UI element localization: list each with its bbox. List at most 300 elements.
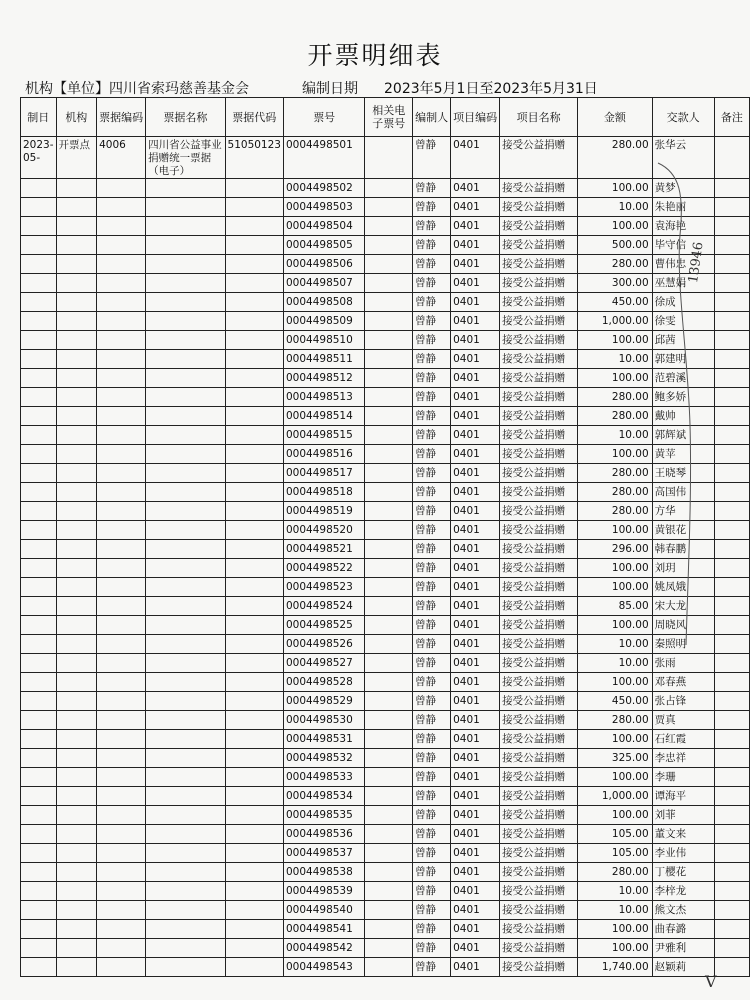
cell-payer: 高国伟 <box>652 483 714 502</box>
table-row <box>21 312 750 331</box>
cell-empty <box>146 217 225 236</box>
cell-amount: 100.00 <box>578 730 652 749</box>
cell-project-name: 接受公益捐赠 <box>500 540 578 559</box>
cell-e-ticket <box>365 692 413 711</box>
cell-project-name: 接受公益捐赠 <box>500 369 578 388</box>
cell-e-ticket <box>365 787 413 806</box>
cell-project-name: 接受公益捐赠 <box>500 882 578 901</box>
cell-empty <box>56 901 97 920</box>
cell-empty <box>21 901 57 920</box>
cell-ticket-no: 0004498541 <box>283 920 364 939</box>
cell-project-name: 接受公益捐赠 <box>500 274 578 293</box>
cell-preparer: 曾静 <box>413 635 451 654</box>
cell-empty <box>146 673 225 692</box>
cell-preparer: 曾静 <box>413 901 451 920</box>
cell-e-ticket <box>365 825 413 844</box>
date-range: 2023年5月1日至2023年5月31日 <box>384 81 598 97</box>
cell-empty <box>56 844 97 863</box>
cell-empty <box>56 920 97 939</box>
cell-empty <box>56 483 97 502</box>
cell-project-name: 接受公益捐赠 <box>500 331 578 350</box>
cell-empty <box>225 863 283 882</box>
cell-empty <box>97 654 146 673</box>
cell-empty <box>97 502 146 521</box>
cell-amount: 105.00 <box>578 825 652 844</box>
cell-empty <box>225 635 283 654</box>
cell-e-ticket <box>365 464 413 483</box>
cell-e-ticket <box>365 806 413 825</box>
cell-empty <box>146 350 225 369</box>
cell-ticket-no: 0004498525 <box>283 616 364 635</box>
cell-amount: 100.00 <box>578 939 652 958</box>
cell-date: 2023-05- <box>21 137 57 179</box>
cell-empty <box>56 749 97 768</box>
cell-e-ticket <box>365 920 413 939</box>
cell-amount: 100.00 <box>578 578 652 597</box>
cell-project-name: 接受公益捐赠 <box>500 350 578 369</box>
cell-amount: 10.00 <box>578 901 652 920</box>
cell-empty <box>21 540 57 559</box>
cell-empty <box>97 749 146 768</box>
cell-project-name: 接受公益捐赠 <box>500 806 578 825</box>
cell-empty <box>56 882 97 901</box>
cell-ticket-no: 0004498530 <box>283 711 364 730</box>
column-header: 备注 <box>714 98 749 137</box>
cell-amount: 450.00 <box>578 692 652 711</box>
cell-empty <box>146 882 225 901</box>
cell-preparer: 曾静 <box>413 559 451 578</box>
cell-empty <box>146 635 225 654</box>
cell-empty <box>21 502 57 521</box>
cell-ticket-no: 0004498521 <box>283 540 364 559</box>
cell-project-name: 接受公益捐赠 <box>500 464 578 483</box>
cell-empty <box>225 426 283 445</box>
cell-empty <box>21 597 57 616</box>
page-title: 开票明细表 <box>307 41 443 70</box>
cell-empty <box>21 198 57 217</box>
cell-empty <box>56 806 97 825</box>
cell-empty <box>56 445 97 464</box>
cell-payer: 毕守信 <box>652 236 714 255</box>
cell-project-name: 接受公益捐赠 <box>500 388 578 407</box>
cell-ticket-no: 0004498502 <box>283 179 364 198</box>
cell-e-ticket <box>365 521 413 540</box>
cell-remark <box>714 787 749 806</box>
cell-ticket-no: 0004498513 <box>283 388 364 407</box>
cell-preparer: 曾静 <box>413 920 451 939</box>
cell-project-code: 0401 <box>451 331 500 350</box>
cell-project-code: 0401 <box>451 635 500 654</box>
cell-empty <box>225 958 283 977</box>
cell-project-code: 0401 <box>451 350 500 369</box>
cell-empty <box>97 369 146 388</box>
cell-empty <box>97 255 146 274</box>
table-row <box>21 616 750 635</box>
cell-project-code: 0401 <box>451 445 500 464</box>
cell-amount: 100.00 <box>578 920 652 939</box>
cell-ticket-no: 0004498538 <box>283 863 364 882</box>
cell-empty <box>21 559 57 578</box>
cell-empty <box>21 426 57 445</box>
cell-remark <box>714 502 749 521</box>
cell-amount: 280.00 <box>578 137 652 179</box>
table-row <box>21 502 750 521</box>
cell-remark <box>714 920 749 939</box>
cell-payer: 尹雅利 <box>652 939 714 958</box>
cell-empty <box>97 274 146 293</box>
cell-preparer: 曾静 <box>413 958 451 977</box>
date-label: 编制日期 <box>302 81 358 97</box>
cell-empty <box>225 882 283 901</box>
cell-empty <box>56 407 97 426</box>
cell-empty <box>225 673 283 692</box>
cell-empty <box>21 673 57 692</box>
cell-payer: 刘玥 <box>652 559 714 578</box>
cell-project-code: 0401 <box>451 312 500 331</box>
cell-amount: 10.00 <box>578 882 652 901</box>
cell-amount: 10.00 <box>578 198 652 217</box>
cell-preparer: 曾静 <box>413 236 451 255</box>
cell-remark <box>714 521 749 540</box>
column-header: 交款人 <box>652 98 714 137</box>
cell-amount: 325.00 <box>578 749 652 768</box>
cell-e-ticket <box>365 635 413 654</box>
cell-empty <box>56 787 97 806</box>
cell-empty <box>97 692 146 711</box>
cell-remark <box>714 331 749 350</box>
org-label-text: 机构【单位】 <box>25 81 109 97</box>
cell-empty <box>225 198 283 217</box>
cell-empty <box>225 825 283 844</box>
cell-empty <box>146 179 225 198</box>
cell-remark <box>714 635 749 654</box>
cell-project-code: 0401 <box>451 882 500 901</box>
cell-amount: 280.00 <box>578 711 652 730</box>
cell-project-code: 0401 <box>451 388 500 407</box>
cell-ticket-no: 0004498511 <box>283 350 364 369</box>
cell-empty <box>21 483 57 502</box>
cell-ticket-no: 0004498527 <box>283 654 364 673</box>
cell-preparer: 曾静 <box>413 407 451 426</box>
cell-empty <box>146 293 225 312</box>
cell-ticket-no: 0004498519 <box>283 502 364 521</box>
cell-empty <box>21 730 57 749</box>
cell-preparer: 曾静 <box>413 673 451 692</box>
cell-empty <box>21 179 57 198</box>
cell-e-ticket <box>365 882 413 901</box>
cell-preparer: 曾静 <box>413 445 451 464</box>
cell-amount: 105.00 <box>578 844 652 863</box>
cell-ticket-no: 0004498533 <box>283 768 364 787</box>
cell-preparer: 曾静 <box>413 616 451 635</box>
cell-project-code: 0401 <box>451 426 500 445</box>
cell-remark <box>714 768 749 787</box>
cell-amount: 100.00 <box>578 445 652 464</box>
cell-preparer: 曾静 <box>413 825 451 844</box>
cell-project-name: 接受公益捐赠 <box>500 673 578 692</box>
cell-remark <box>714 312 749 331</box>
cell-e-ticket <box>365 616 413 635</box>
cell-amount: 100.00 <box>578 217 652 236</box>
cell-amount: 280.00 <box>578 464 652 483</box>
handwritten-page-mark: V <box>705 972 717 991</box>
cell-e-ticket <box>365 730 413 749</box>
cell-preparer: 曾静 <box>413 388 451 407</box>
cell-project-name: 接受公益捐赠 <box>500 920 578 939</box>
cell-ticket-no: 0004498509 <box>283 312 364 331</box>
cell-remark <box>714 217 749 236</box>
cell-payer: 秦照明 <box>652 635 714 654</box>
cell-payer: 张华云 <box>652 137 714 179</box>
cell-project-code: 0401 <box>451 483 500 502</box>
cell-project-name: 接受公益捐赠 <box>500 654 578 673</box>
cell-preparer: 曾静 <box>413 711 451 730</box>
cell-preparer: 曾静 <box>413 350 451 369</box>
cell-ticket-no: 0004498535 <box>283 806 364 825</box>
cell-empty <box>56 236 97 255</box>
cell-empty <box>146 578 225 597</box>
cell-e-ticket <box>365 274 413 293</box>
cell-e-ticket <box>365 426 413 445</box>
cell-preparer: 曾静 <box>413 331 451 350</box>
cell-empty <box>56 692 97 711</box>
cell-empty <box>146 502 225 521</box>
org-name: 四川省索玛慈善基金会 <box>109 81 249 97</box>
cell-amount: 100.00 <box>578 616 652 635</box>
table-row <box>21 901 750 920</box>
cell-payer: 范碧溪 <box>652 369 714 388</box>
cell-empty <box>56 502 97 521</box>
cell-empty <box>146 312 225 331</box>
cell-preparer: 曾静 <box>413 882 451 901</box>
cell-preparer: 曾静 <box>413 502 451 521</box>
table-row <box>21 882 750 901</box>
cell-amount: 100.00 <box>578 331 652 350</box>
table-row <box>21 540 750 559</box>
cell-amount: 100.00 <box>578 369 652 388</box>
column-header: 金额 <box>578 98 652 137</box>
cell-empty <box>146 255 225 274</box>
cell-remark <box>714 597 749 616</box>
cell-project-name: 接受公益捐赠 <box>500 483 578 502</box>
cell-empty <box>146 445 225 464</box>
table-row <box>21 369 750 388</box>
cell-empty <box>146 844 225 863</box>
cell-empty <box>21 293 57 312</box>
cell-empty <box>97 844 146 863</box>
cell-empty <box>21 654 57 673</box>
cell-remark <box>714 825 749 844</box>
cell-payer: 熊文杰 <box>652 901 714 920</box>
cell-amount: 1,000.00 <box>578 312 652 331</box>
cell-empty <box>56 274 97 293</box>
cell-preparer: 曾静 <box>413 521 451 540</box>
cell-e-ticket <box>365 863 413 882</box>
cell-bill-daima: 51050123 <box>225 137 283 179</box>
cell-remark <box>714 445 749 464</box>
cell-empty <box>97 882 146 901</box>
cell-amount: 280.00 <box>578 502 652 521</box>
cell-project-code: 0401 <box>451 654 500 673</box>
cell-amount: 280.00 <box>578 407 652 426</box>
cell-project-code: 0401 <box>451 711 500 730</box>
table-row <box>21 711 750 730</box>
cell-empty <box>97 863 146 882</box>
cell-project-code: 0401 <box>451 559 500 578</box>
cell-empty <box>21 350 57 369</box>
table-row <box>21 958 750 977</box>
cell-project-code: 0401 <box>451 179 500 198</box>
cell-empty <box>56 217 97 236</box>
cell-e-ticket <box>365 768 413 787</box>
cell-payer: 方华 <box>652 502 714 521</box>
cell-empty <box>225 502 283 521</box>
cell-empty <box>225 521 283 540</box>
cell-e-ticket <box>365 217 413 236</box>
cell-project-name: 接受公益捐赠 <box>500 844 578 863</box>
cell-amount: 100.00 <box>578 768 652 787</box>
cell-empty <box>225 787 283 806</box>
cell-empty <box>225 578 283 597</box>
cell-preparer: 曾静 <box>413 483 451 502</box>
cell-project-name: 接受公益捐赠 <box>500 217 578 236</box>
cell-project-name: 接受公益捐赠 <box>500 635 578 654</box>
cell-payer: 董文来 <box>652 825 714 844</box>
cell-remark <box>714 749 749 768</box>
cell-remark <box>714 540 749 559</box>
cell-payer: 李业伟 <box>652 844 714 863</box>
cell-empty <box>225 654 283 673</box>
column-header: 编制人 <box>413 98 451 137</box>
cell-empty <box>97 293 146 312</box>
cell-ticket-no: 0004498503 <box>283 198 364 217</box>
cell-empty <box>21 920 57 939</box>
cell-empty <box>21 616 57 635</box>
cell-empty <box>225 901 283 920</box>
cell-project-name: 接受公益捐赠 <box>500 236 578 255</box>
cell-e-ticket <box>365 958 413 977</box>
cell-amount: 296.00 <box>578 540 652 559</box>
cell-project-name: 接受公益捐赠 <box>500 578 578 597</box>
cell-ticket-no: 0004498543 <box>283 958 364 977</box>
cell-project-name: 接受公益捐赠 <box>500 901 578 920</box>
cell-amount: 280.00 <box>578 863 652 882</box>
cell-project-code: 0401 <box>451 217 500 236</box>
cell-amount: 85.00 <box>578 597 652 616</box>
cell-empty <box>21 369 57 388</box>
cell-payer: 徐成 <box>652 293 714 312</box>
cell-remark <box>714 255 749 274</box>
cell-empty <box>56 369 97 388</box>
cell-project-name: 接受公益捐赠 <box>500 825 578 844</box>
cell-empty <box>225 483 283 502</box>
cell-preparer: 曾静 <box>413 426 451 445</box>
cell-payer: 谭海平 <box>652 787 714 806</box>
cell-empty <box>225 939 283 958</box>
cell-ticket-no: 0004498516 <box>283 445 364 464</box>
cell-payer: 邱茜 <box>652 331 714 350</box>
cell-ticket-no: 0004498534 <box>283 787 364 806</box>
cell-remark <box>714 654 749 673</box>
cell-payer: 赵颖莉 <box>652 958 714 977</box>
cell-e-ticket <box>365 407 413 426</box>
cell-empty <box>146 540 225 559</box>
cell-empty <box>56 597 97 616</box>
cell-empty <box>56 730 97 749</box>
cell-empty <box>146 198 225 217</box>
cell-e-ticket <box>365 844 413 863</box>
cell-empty <box>146 236 225 255</box>
cell-ticket-no: 0004498536 <box>283 825 364 844</box>
cell-remark <box>714 137 749 179</box>
cell-empty <box>146 559 225 578</box>
cell-empty <box>97 939 146 958</box>
cell-empty <box>225 312 283 331</box>
cell-empty <box>21 312 57 331</box>
cell-preparer: 曾静 <box>413 863 451 882</box>
cell-ticket-no: 0004498520 <box>283 521 364 540</box>
cell-empty <box>56 198 97 217</box>
invoice-detail-table <box>20 97 750 977</box>
cell-empty <box>146 768 225 787</box>
cell-empty <box>146 806 225 825</box>
cell-ticket-no: 0004498514 <box>283 407 364 426</box>
cell-preparer: 曾静 <box>413 939 451 958</box>
cell-empty <box>21 274 57 293</box>
cell-empty <box>225 844 283 863</box>
cell-amount: 1,000.00 <box>578 787 652 806</box>
cell-payer: 张雨 <box>652 654 714 673</box>
table-row <box>21 388 750 407</box>
cell-empty <box>21 958 57 977</box>
cell-e-ticket <box>365 331 413 350</box>
cell-empty <box>21 331 57 350</box>
column-header: 相关电子票号 <box>365 98 413 137</box>
cell-empty <box>56 426 97 445</box>
cell-ticket-no: 0004498501 <box>283 137 364 179</box>
cell-e-ticket <box>365 578 413 597</box>
cell-preparer: 曾静 <box>413 137 451 179</box>
cell-empty <box>225 711 283 730</box>
table-row <box>21 654 750 673</box>
cell-empty <box>21 844 57 863</box>
table-row <box>21 236 750 255</box>
cell-empty <box>225 464 283 483</box>
column-header: 项目名称 <box>500 98 578 137</box>
cell-preparer: 曾静 <box>413 654 451 673</box>
cell-payer: 张占锋 <box>652 692 714 711</box>
table-row <box>21 179 750 198</box>
cell-empty <box>97 445 146 464</box>
cell-e-ticket <box>365 901 413 920</box>
org-label <box>25 78 249 98</box>
cell-project-name: 接受公益捐赠 <box>500 749 578 768</box>
table-row <box>21 293 750 312</box>
cell-payer: 巫慧娟 <box>652 274 714 293</box>
cell-empty <box>97 901 146 920</box>
cell-preparer: 曾静 <box>413 806 451 825</box>
cell-payer: 黄银花 <box>652 521 714 540</box>
cell-empty <box>56 521 97 540</box>
cell-empty <box>56 255 97 274</box>
cell-project-code: 0401 <box>451 502 500 521</box>
cell-project-code: 0401 <box>451 274 500 293</box>
table-row <box>21 521 750 540</box>
cell-remark <box>714 616 749 635</box>
cell-remark <box>714 578 749 597</box>
table-header-row <box>21 98 750 137</box>
cell-remark <box>714 730 749 749</box>
